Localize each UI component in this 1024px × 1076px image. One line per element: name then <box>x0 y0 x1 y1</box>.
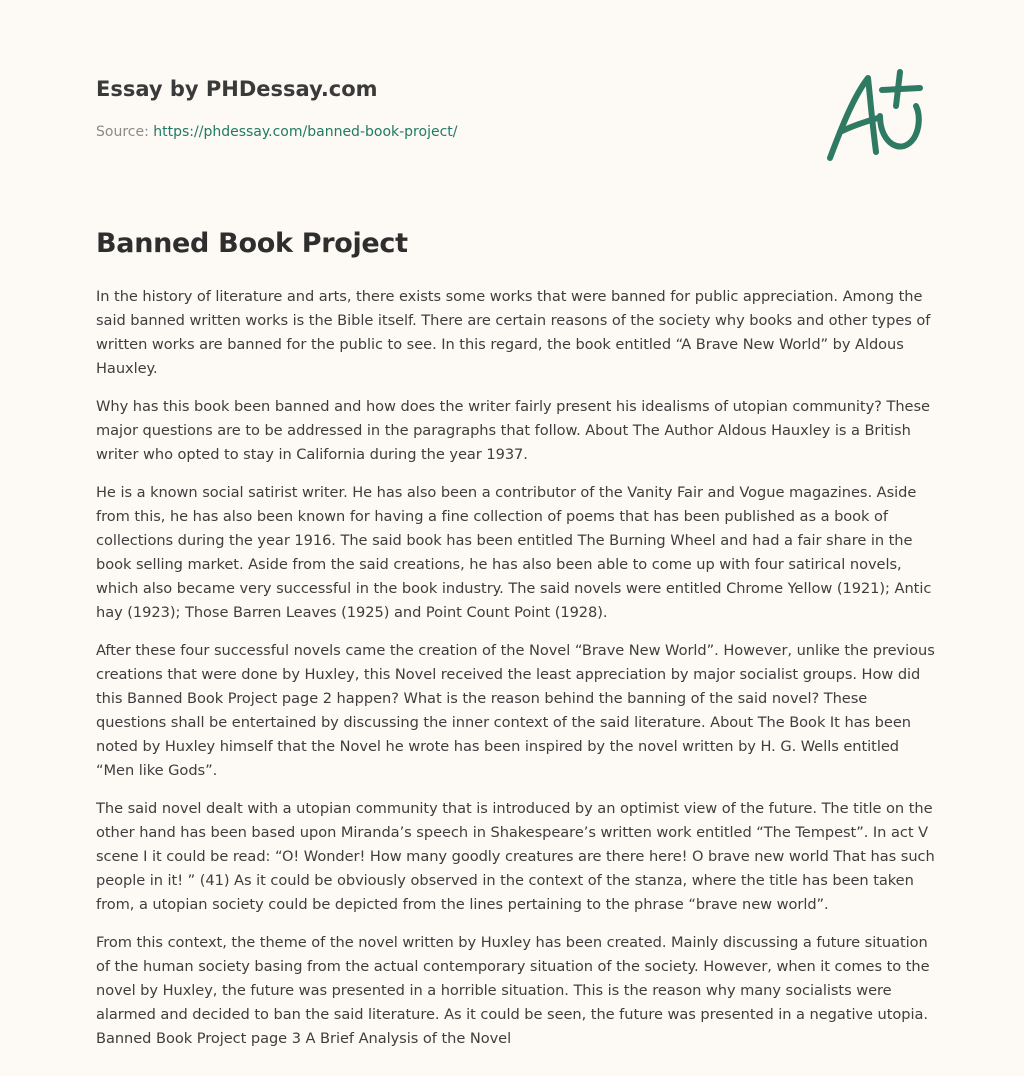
paragraph: From this context, the theme of the novel written by Huxley has been created. Mainly discussing a future situation of the human society basing from the actual contemporary situation of the society. However, when it comes to the novel by Huxley, the future was presented in a horrible situation. This is the reason why many socialists were alarmed and decided to ban the said literature. As it could be seen, the future was presented in a negative utopia. Banned Book Project page 3 A Brief Analysis of the Novel <box>96 934 930 1047</box>
site-title: Essay by PHDessay.com <box>96 77 378 101</box>
essay-title: Banned Book Project <box>96 228 408 259</box>
a-plus-logo-icon <box>820 66 930 166</box>
paragraph: He is a known social satirist writer. He has also been a contributor of the Vanity Fair and Vogue magazines. Aside from this, he has also been known for having a fine collection of poems that has been published as a book of collections during the year 1916. The said book has been entitled The Burning Wheel and had a fair share in the book selling market. Aside from the said creations, he has also been able to come up with four satirical novels, which also became very successful in the book industry. The said novels were entitled Chrome Yellow (1921); Antic hay (1923); Those Barren Leaves (1925) and Point Count Point (1928). <box>96 484 932 621</box>
paragraph: In the history of literature and arts, there exists some works that were banned for public appreciation. Among the said banned written works is the Bible itself. There are certain reasons of the society why books and other types of written works are banned for the public to see. In this regard, the book entitled “A Brave New World” by Aldous Hauxley. <box>96 288 931 377</box>
paragraph: The said novel dealt with a utopian community that is introduced by an optimist view of the future. The title on the other hand has been based upon Miranda’s speech in Shakespeare’s written work entitled “The Tempest”. In act V scene I it could be read: “O! Wonder! How many goodly creatures are there here! O brave new world That has such people in it! ” (41) As it could be obviously observed in the context of the stanza, where the title has been taken from, a utopian society could be depicted from the lines pertaining to the phrase “brave new world”. <box>96 800 935 913</box>
source-link[interactable]: https://phdessay.com/banned-book-project/ <box>153 124 458 140</box>
essay-body <box>96 285 936 1065</box>
source-line <box>96 122 796 142</box>
page-header <box>96 74 796 142</box>
paragraph: After these four successful novels came the creation of the Novel “Brave New World”. However, unlike the previous creations that were done by Huxley, this Novel received the least appreciation by major socialist groups. How did this Banned Book Project page 2 happen? What is the reason behind the banning of the said novel? These questions shall be entertained by discussing the inner context of the said literature. About The Book It has been noted by Huxley himself that the Novel he wrote has been inspired by the novel written by H. G. Wells entitled “Men like Gods”. <box>96 642 935 779</box>
source-label: Source: <box>96 124 154 140</box>
paragraph: Why has this book been banned and how does the writer fairly present his idealisms of utopian community? These major questions are to be addressed in the paragraphs that follow. About The Author Aldous Hauxley is a British writer who opted to stay in California during the year 1937. <box>96 398 930 463</box>
